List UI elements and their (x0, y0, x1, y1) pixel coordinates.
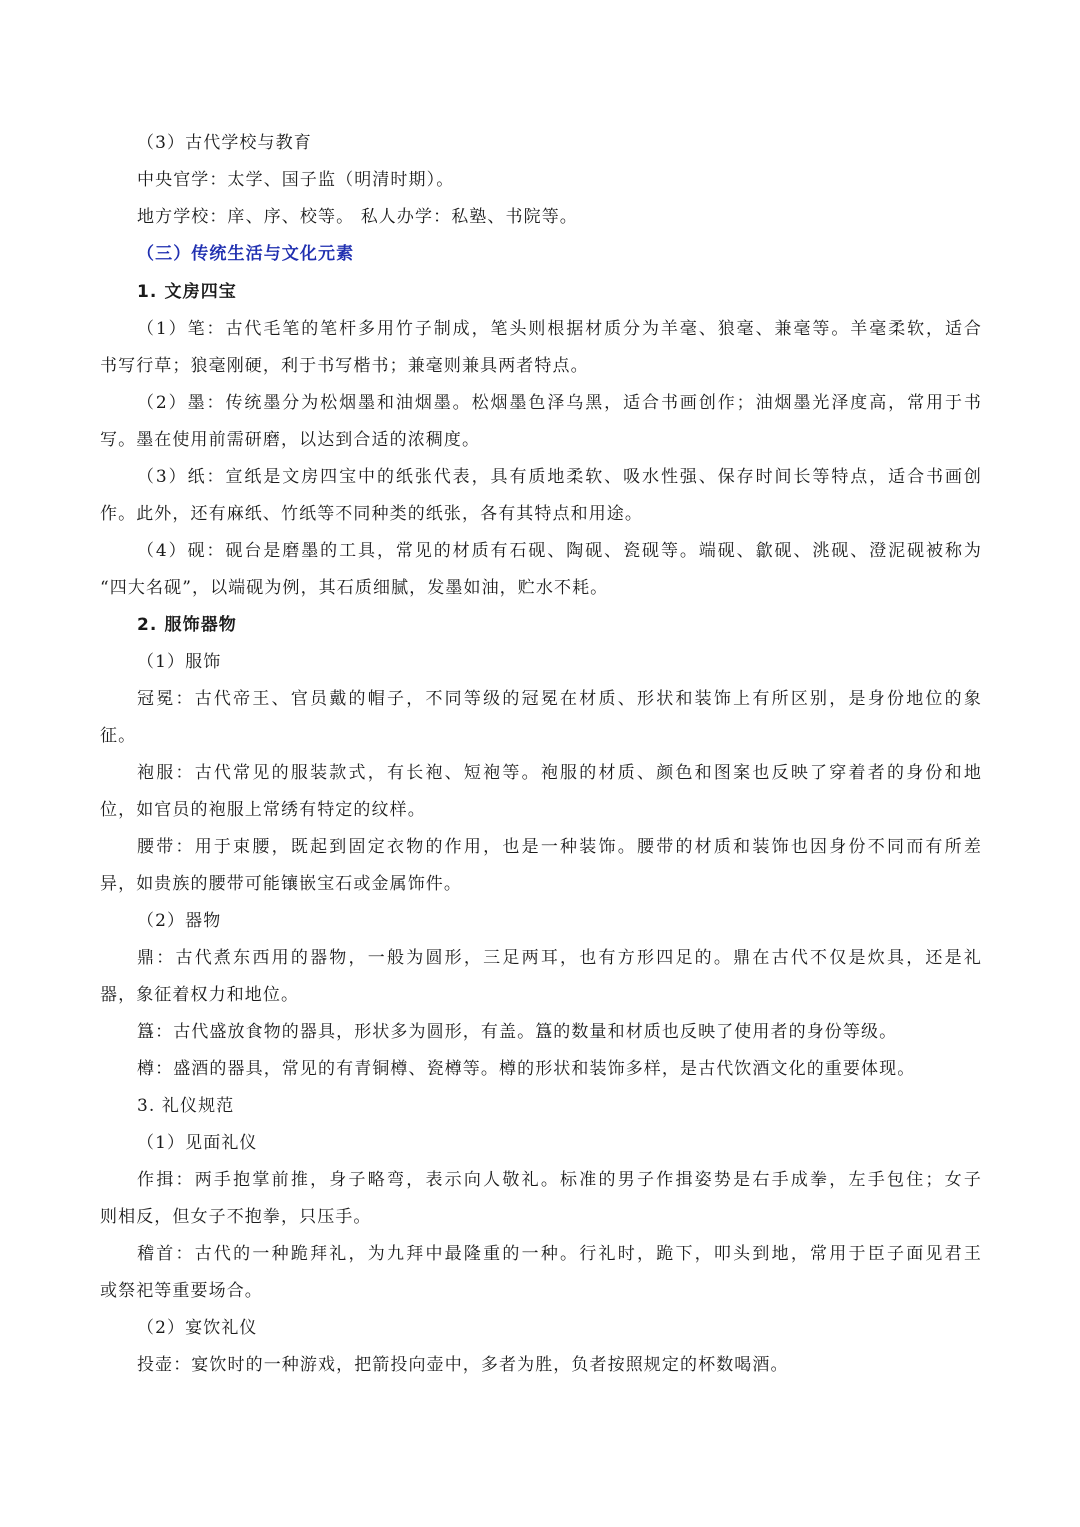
paragraph-line: 作揖：两手抱掌前推，身子略弯，表示向人敬礼。标准的男子作揖姿势是右手成拳，左手包住；女子 (137, 1170, 982, 1190)
paragraph-line: 位，如官员的袍服上常绣有特定的纹样。 (100, 800, 426, 820)
paragraph-line: “四大名砚”，以端砚为例，其石质细腻，发墨如油，贮水不耗。 (100, 578, 609, 598)
topic-heading: 1. 文房四宝 (137, 282, 237, 302)
topic-heading: 3. 礼仪规范 (137, 1096, 235, 1116)
paragraph-line: 作。此外，还有麻纸、竹纸等不同种类的纸张，各有其特点和用途。 (100, 504, 643, 524)
paragraph-line: 地方学校：庠、序、校等。 私人办学：私塾、书院等。 (137, 207, 578, 227)
paragraph-line: 书写行草；狼毫刚硬，利于书写楷书；兼毫则兼具两者特点。 (100, 356, 589, 376)
paragraph-line: 簋：古代盛放食物的器具，形状多为圆形，有盖。簋的数量和材质也反映了使用者的身份等级。 (137, 1022, 898, 1042)
section-heading: （三）传统生活与文化元素 (137, 244, 355, 264)
paragraph-line: 鼎：古代煮东西用的器物，一般为圆形，三足两耳，也有方形四足的。鼎在古代不仅是炊具，还是礼 (137, 948, 982, 968)
subsection-heading: （3）古代学校与教育 (137, 133, 312, 153)
paragraph-line: 投壶：宴饮时的一种游戏，把箭投向壶中，多者为胜，负者按照规定的杯数喝酒。 (137, 1355, 789, 1375)
paragraph-line: 写。墨在使用前需研磨，以达到合适的浓稠度。 (100, 430, 481, 450)
topic-heading: 2. 服饰器物 (137, 615, 237, 635)
paragraph-line: （3）纸：宣纸是文房四宝中的纸张代表，具有质地柔软、吸水性强、保存时间长等特点，适合书画创 (137, 467, 982, 487)
paragraph-line: 或祭祀等重要场合。 (100, 1281, 263, 1301)
paragraph-line: 器，象征着权力和地位。 (100, 985, 300, 1005)
paragraph-line: 中央官学：太学、国子监（明清时期）。 (137, 170, 455, 190)
subsection-heading: （2）宴饮礼仪 (137, 1318, 258, 1338)
subsection-heading: （1）见面礼仪 (137, 1133, 258, 1153)
paragraph-line: 异，如贵族的腰带可能镶嵌宝石或金属饰件。 (100, 874, 462, 894)
paragraph-line: （4）砚：砚台是磨墨的工具，常见的材质有石砚、陶砚、瓷砚等。端砚、歙砚、洮砚、澄泥砚被称为 (137, 541, 982, 561)
paragraph-line: 则相反，但女子不抱拳，只压手。 (100, 1207, 372, 1227)
paragraph-line: 袍服：古代常见的服装款式，有长袍、短袍等。袍服的材质、颜色和图案也反映了穿着者的身份和地 (137, 763, 982, 783)
paragraph-line: 冠冕：古代帝王、官员戴的帽子，不同等级的冠冕在材质、形状和装饰上有所区别，是身份地位的象 (137, 689, 982, 709)
paragraph-line: 稽首：古代的一种跪拜礼，为九拜中最隆重的一种。行礼时，跪下，叩头到地，常用于臣子面见君王 (137, 1244, 982, 1264)
paragraph-line: 征。 (100, 726, 137, 746)
paragraph-line: 樽：盛酒的器具，常见的有青铜樽、瓷樽等。樽的形状和装饰多样，是古代饮酒文化的重要体现。 (137, 1059, 916, 1079)
subsection-heading: （1）服饰 (137, 652, 222, 672)
paragraph-line: （2）墨：传统墨分为松烟墨和油烟墨。松烟墨色泽乌黑，适合书画创作；油烟墨光泽度高，常用于书 (137, 393, 982, 413)
subsection-heading: （2）器物 (137, 911, 222, 931)
paragraph-line: 腰带：用于束腰，既起到固定衣物的作用，也是一种装饰。腰带的材质和装饰也因身份不同而有所差 (137, 837, 982, 857)
paragraph-line: （1）笔：古代毛笔的笔杆多用竹子制成，笔头则根据材质分为羊毫、狼毫、兼毫等。羊毫柔软，适合 (137, 319, 982, 339)
